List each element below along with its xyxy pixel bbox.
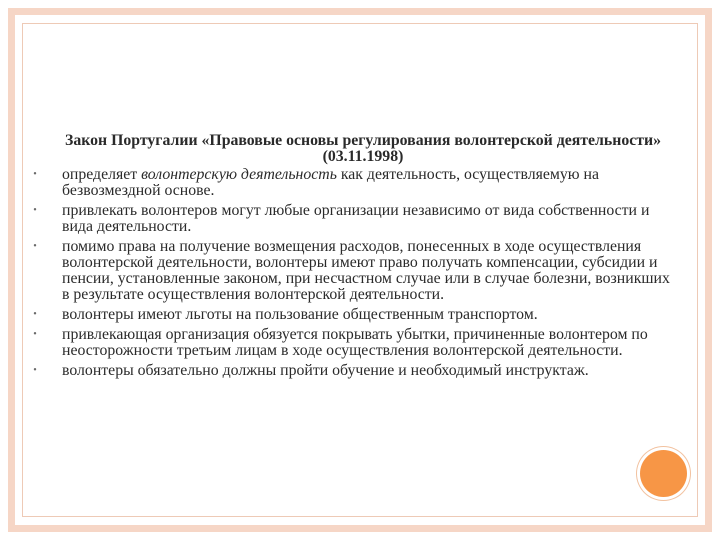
bullet-text: волонтеры имеют льготы на пользование общественным транспортом.: [62, 306, 538, 323]
bullet-list: [28, 167, 672, 379]
list-item: [28, 363, 672, 379]
bullet-text-tail: как деятельность, осуществляемую на безвозмездной основе.: [62, 166, 600, 199]
bullet-dot-icon: •: [33, 329, 37, 340]
bullet-dot-icon: •: [33, 241, 37, 252]
list-item: [28, 239, 672, 303]
list-item: [28, 203, 672, 235]
bullet-text-emphasis: волонтерскую деятельность: [141, 166, 337, 183]
bullet-text-lead: определяет: [62, 166, 142, 183]
slide-content: [28, 133, 672, 383]
bullet-dot-icon: •: [33, 309, 37, 320]
bullet-dot-icon: •: [33, 365, 37, 376]
bullet-text: помимо права на получение возмещения расходов, понесенных в ходе осуществления волонтерской деятельности, волонтеры имеют право получать компенсации, субсидии и пенсии, установленные законом, при несчастном случае или в случае болезни, возникших в результате осуществления волонтерской деятельности.: [62, 238, 670, 303]
list-item: [28, 327, 672, 359]
decorative-orange-circle: [640, 450, 687, 497]
list-item: [28, 167, 672, 199]
bullet-text: волонтеры обязательно должны пройти обучение и необходимый инструктаж.: [62, 362, 589, 379]
list-item: [28, 307, 672, 323]
bullet-dot-icon: •: [33, 169, 37, 180]
slide-title: Закон Португалии «Правовые основы регулирования волонтерской деятельности» (03.11.1998): [64, 132, 662, 165]
bullet-text: привлекающая организация обязуется покрывать убытки, причиненные волонтером по неосторожности третьим лицам в ходе осуществления волонтерской деятельности.: [62, 326, 648, 359]
bullet-dot-icon: •: [33, 205, 37, 216]
bullet-text: привлекать волонтеров могут любые организации независимо от вида собственности и вида деятельности.: [62, 202, 650, 235]
